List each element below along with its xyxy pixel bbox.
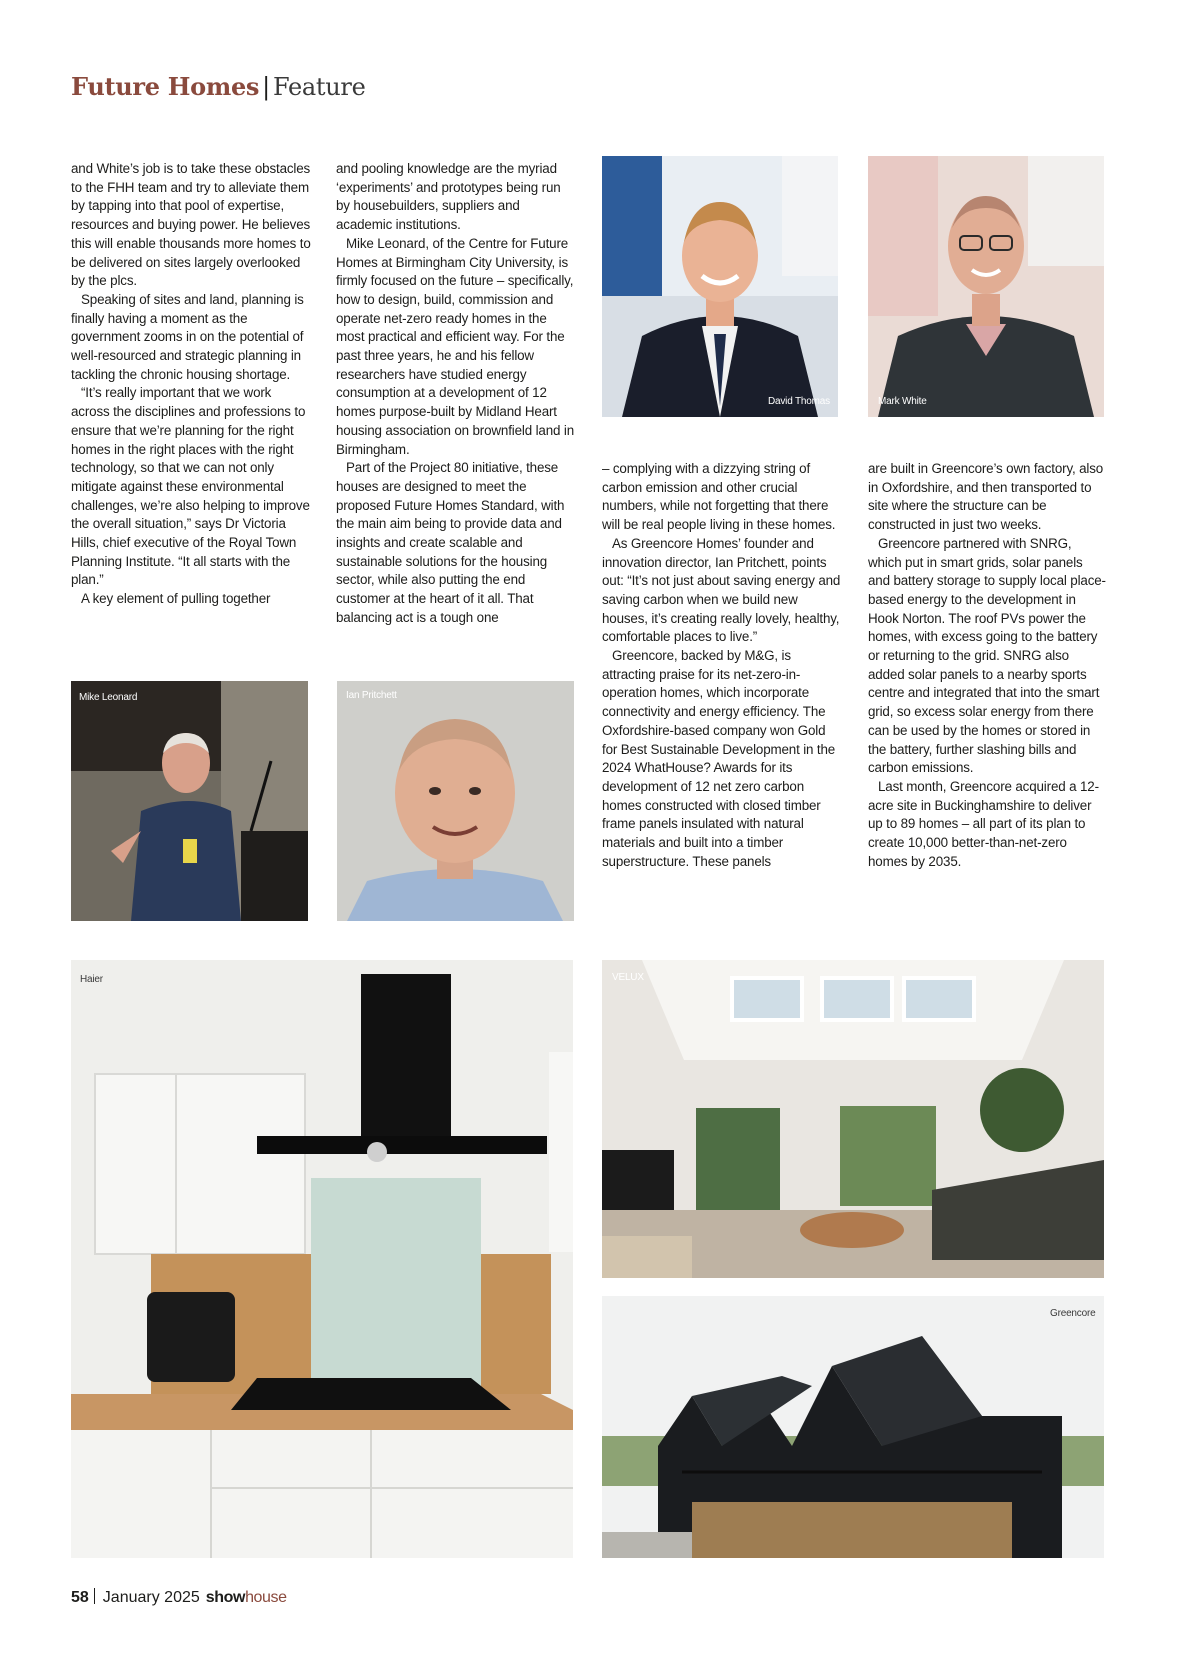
photo-greencore-homes (602, 1296, 1104, 1558)
photo-haier-kitchen (71, 960, 573, 1558)
photo-mike-leonard (71, 681, 308, 921)
section-kind: Feature (272, 73, 366, 101)
page-number: 58 (71, 1589, 89, 1606)
caption-haier: Haier (80, 974, 103, 985)
header-divider: | (262, 73, 270, 101)
issue-date: January 2025 (102, 1589, 200, 1606)
page-footer (71, 1586, 287, 1607)
paragraph: Greencore partnered with SNRG, which put in smart grids, solar panels and battery storage to supply local place-based energy to the development in Hook Norton. The roof PVs power the homes, with excess going to the battery or returning to the grid. SNRG also added solar panels to a nearby sports centre and integrated that into the smart grid, so excess solar energy from there can be used by the homes or stored in the battery, further slashing bills and carbon emissions. (868, 535, 1106, 776)
caption-greencore: Greencore (1050, 1308, 1096, 1319)
caption-david-thomas: David Thomas (768, 396, 830, 407)
section-header (71, 72, 365, 101)
paragraph: and White’s job is to take these obstacles to the FHH team and try to alleviate them by tapping into that pool of expertise, resources and buying power. He believes this will enable thousands more homes to be delivered on sites largely overlooked by the plcs. (71, 161, 311, 289)
article-column-1 (71, 160, 311, 609)
caption-velux: VELUX (612, 972, 644, 983)
photo-ian-pritchett (337, 681, 574, 921)
caption-mark-white: Mark White (878, 396, 927, 407)
photo-velux-living-room (602, 960, 1104, 1278)
photo-david-thomas (602, 156, 838, 417)
footer-divider (94, 1588, 95, 1604)
paragraph: “It’s really important that we work across the disciplines and professions to ensure that we’re planning for the right homes in the right places with the right technology, so that we can not only mitigate against these environmental challenges, we’re also helping to improve the overall situation,” says Dr Victoria Hills, chief executive of the Royal Town Planning Institute. “It all starts with the plan.” (71, 385, 310, 588)
section-title: Future Homes (71, 72, 260, 101)
paragraph: A key element of pulling together (81, 591, 271, 607)
brand-logo-house: house (245, 1589, 287, 1606)
caption-ian-pritchett: Ian Pritchett (346, 690, 397, 701)
caption-mike-leonard: Mike Leonard (79, 692, 138, 703)
paragraph: and pooling knowledge are the myriad ‘experiments’ and prototypes being run by housebuilders, suppliers and academic institutions. (336, 161, 561, 233)
brand-logo-show: show (205, 1589, 246, 1606)
article-column-4 (868, 460, 1108, 871)
article-column-2 (336, 160, 576, 628)
paragraph: are built in Greencore’s own factory, also in Oxfordshire, and then transported to site where the structure can be constructed in just two weeks. (868, 461, 1104, 533)
paragraph: As Greencore Homes’ founder and innovation director, Ian Pritchett, points out: “It’s not just about saving energy and saving carbon when we build new houses, it’s creating really lovely, healthy, comfortable places to live.” (602, 535, 841, 645)
article-column-3 (602, 460, 842, 871)
paragraph: Mike Leonard, of the Centre for Future Homes at Birmingham City University, is firmly focused on the future – specifically, how to design, build, commission and operate net-zero ready homes in the most practical and efficient way. For the past three years, he and his fellow researchers have studied energy consumption at a development of 12 homes purpose-built by Midland Heart housing association on brownfield land in Birmingham. (336, 235, 575, 457)
photo-mark-white (868, 156, 1104, 417)
paragraph: Speaking of sites and land, planning is finally having a moment as the government zooms in on the potential of well-resourced and strategic planning in tackling the chronic housing shortage. (71, 291, 304, 382)
paragraph: Greencore, backed by M&G, is attracting praise for its net-zero-in-operation homes, which incorporate connectivity and energy efficiency. The Oxfordshire-based company won Gold for Best Sustainable Development in the 2024 WhatHouse? Awards for its development of 12 net zero carbon homes constructed with closed timber frame panels insulated with natural materials and built into a timber superstructure. These panels (602, 648, 836, 869)
paragraph: – complying with a dizzying string of carbon emission and other crucial numbers, while not forgetting that there will be real people living in these homes. (602, 461, 836, 533)
paragraph: Part of the Project 80 initiative, these houses are designed to meet the proposed Future Homes Standard, with the main aim being to provide data and insights and create scalable and sustainable solutions for the housing sector, while also putting the end customer at the heart of it all. That balancing act is a tough one (336, 460, 565, 625)
paragraph: Last month, Greencore acquired a 12-acre site in Buckinghamshire to deliver up to 89 homes – all part of its plan to create 10,000 better-than-net-zero homes by 2035. (868, 778, 1099, 869)
